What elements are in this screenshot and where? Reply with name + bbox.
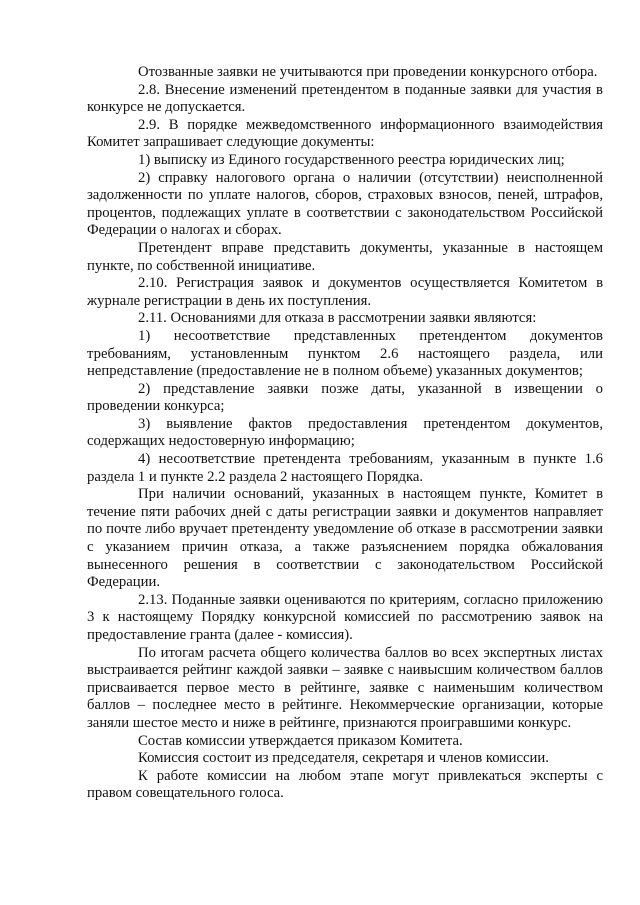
paragraph-2-13: 2.13. Поданные заявки оцениваются по критериям, согласно приложению 3 к настоящему Порядку конкурсной комиссией по рассмотрению заявок на предоставление гранта (далее - комиссия). bbox=[87, 591, 603, 643]
paragraph-rating: По итогам расчета общего количества баллов во всех экспертных листах выстраивается рейтинг каждой заявки – заявке с наивысшим количеством баллов присваивается первое место в рейтинге, заявке с наименьшим количеством баллов – последнее место в рейтинге. Некоммерческие организации, которые заняли шестое место и ниже в рейтинге, признаются проигравшими конкурс. bbox=[87, 644, 603, 731]
paragraph-commission-members: Комиссия состоит из председателя, секретаря и членов комиссии. bbox=[138, 750, 549, 767]
paragraph-withdrawn-applications: Отозванные заявки не учитываются при проведении конкурсного отбора. bbox=[138, 64, 598, 80]
paragraph-2-9-item-1: 1) выписку из Единого государственного реестра юридических лиц; bbox=[138, 151, 565, 168]
paragraph-refusal-notice: При наличии оснований, указанных в настоящем пункте, Комитет в течение пяти рабочих дней с даты регистрации заявки и документов направляет по почте либо вручает претенденту уведомление об отказе в рассмотрении заявки с указанием причин отказа, а также разъяснением порядка обжалования вынесенного решения в соответствии с законодательством Российской Федерации. bbox=[87, 486, 603, 591]
paragraph-2-9: 2.9. В порядке межведомственного информационного взаимодействия Комитет запрашивает следующие документы: bbox=[87, 116, 603, 151]
paragraph-own-initiative: Претендент вправе представить документы, указанные в настоящем пункте, по собственной инициативе. bbox=[87, 239, 603, 274]
paragraph-2-10: 2.10. Регистрация заявок и документов осуществляется Комитетом в журнале регистрации в день их поступления. bbox=[87, 275, 603, 309]
paragraph-2-11-item-1: 1) несоответствие представленных претендентом документов требованиям, установленным пунктом 2.6 настоящего раздела, или непредставление (предоставление не в полном объеме) указанных документов; bbox=[87, 327, 603, 380]
paragraph-2-11-item-2: 2) представление заявки позже даты, указанной в извещении о проведении конкурса; bbox=[87, 380, 603, 415]
paragraph-2-11-item-4: 4) несоответствие претендента требованиям, указанным в пункте 1.6 раздела 1 и пункте 2.2 раздела 2 настоящего Порядка. bbox=[87, 451, 603, 485]
paragraph-2-11-item-3: 3) выявление фактов предоставления претендентом документов, содержащих недостоверную информацию; bbox=[87, 415, 603, 450]
paragraph-2-9-item-2: 2) справку налогового органа о наличии (отсутствии) неисполненной задолженности по уплате налогов, сборов, страховых взносов, пеней, штрафов, процентов, подлежащих уплате в соответствии с законодательством Российской Федерации о налогах и сборах. bbox=[87, 169, 603, 239]
paragraph-experts: К работе комиссии на любом этапе могут привлекаться эксперты с правом совещательного голоса. bbox=[87, 767, 603, 802]
paragraph-commission-composition: Состав комиссии утверждается приказом Комитета. bbox=[138, 732, 463, 749]
document-body bbox=[87, 64, 603, 803]
paragraph-2-8: 2.8. Внесение изменений претендентом в поданные заявки для участия в конкурсе не допускается. bbox=[87, 81, 603, 116]
paragraph-2-11: 2.11. Основаниями для отказа в рассмотрении заявки являются: bbox=[138, 310, 537, 327]
